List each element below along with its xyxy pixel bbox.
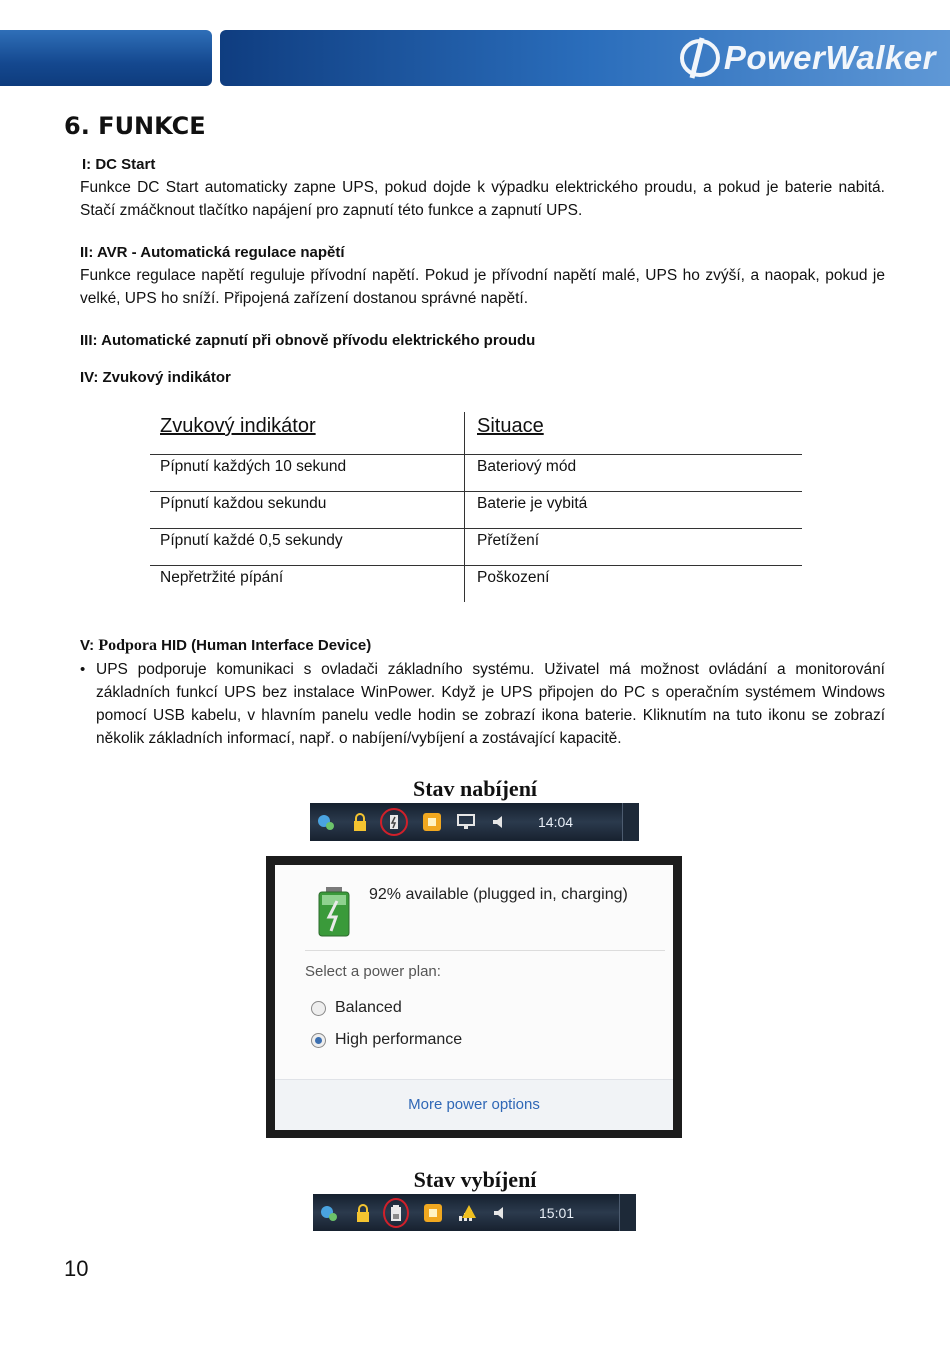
header-banner (0, 30, 950, 86)
dc-start-body: Funkce DC Start automaticky zapne UPS, pokud dojde k výpadku elektrického proudu, a pokud je baterie nabitá. Stačí zmáčknout tlačítko napájení pro zapnutí této funkce a zapnutí UPS. (80, 179, 885, 219)
page-number: 10 (64, 1256, 89, 1281)
app-tray-icon[interactable] (423, 1203, 443, 1223)
table-cell: Přetížení (477, 532, 540, 549)
lock-icon[interactable] (353, 1203, 373, 1223)
plan-option-balanced[interactable] (311, 999, 402, 1017)
table-cell: Pípnutí každé 0,5 sekundy (160, 532, 343, 549)
table-row-rule (150, 491, 802, 492)
table-cell: Pípnutí každou sekundu (160, 495, 327, 512)
volume-icon[interactable] (491, 1203, 511, 1223)
table-header-indicator: Zvukový indikátor (160, 415, 316, 437)
battery-charging-icon[interactable] (380, 808, 408, 836)
volume-icon[interactable] (490, 812, 510, 832)
logo-text: PowerWalker (723, 39, 936, 76)
battery-status-text: 92% available (plugged in, charging) (369, 886, 628, 903)
hid-heading-prefix: V: (80, 637, 99, 654)
popup-footer (275, 1079, 673, 1130)
network-icon[interactable] (316, 812, 336, 832)
battery-icon[interactable] (383, 1198, 409, 1228)
network-icon[interactable] (319, 1203, 339, 1223)
power-plan-label: Select a power plan: (305, 963, 441, 980)
header-right-bar (220, 30, 950, 86)
table-header-situation: Situace (477, 415, 544, 437)
plan-balanced-label: Balanced (335, 999, 402, 1016)
table-cell: Nepřetržité pípání (160, 569, 284, 586)
buzzer-heading: IV: Zvukový indikátor (80, 369, 231, 386)
hid-heading-rest: HID (Human Interface Device) (157, 637, 372, 654)
radio-high-performance[interactable] (311, 1033, 326, 1048)
table-cell: Baterie je vybitá (477, 495, 588, 512)
table-cell: Poškození (477, 569, 550, 586)
hid-bullet (80, 658, 885, 750)
show-desktop-button[interactable] (619, 1194, 636, 1231)
more-power-options-link[interactable]: More power options (408, 1096, 540, 1113)
hid-heading-serif: Podpora (98, 637, 158, 654)
radio-balanced[interactable] (311, 1001, 326, 1016)
popup-body (275, 865, 673, 1129)
bullet-icon: • (80, 661, 86, 678)
avr-heading: II: AVR - Automatická regulace napětí (80, 244, 345, 261)
power-status-popup (266, 856, 682, 1138)
taskbar-discharging (313, 1194, 636, 1231)
table-row-rule (150, 565, 802, 566)
lock-icon[interactable] (350, 812, 370, 832)
alarm-table (150, 412, 802, 602)
table-header-rule (150, 454, 802, 455)
app-tray-icon[interactable] (422, 812, 442, 832)
taskbar-charging (310, 803, 639, 841)
hid-heading (80, 637, 371, 655)
powerwalker-logo (678, 36, 936, 80)
avr-body: Funkce regulace napětí reguluje přívodní napětí. Pokud je přívodní napětí malé, UPS ho zvýší, a naopak, pokud je velké, UPS ho sníží. Připojená zařízení dostanou správné napětí. (80, 267, 885, 307)
popup-divider (305, 950, 665, 951)
monitor-icon[interactable] (456, 812, 476, 832)
table-cell: Bateriový mód (477, 458, 577, 475)
table-row-rule (150, 528, 802, 529)
clock-time[interactable]: 15:01 (539, 1204, 575, 1221)
signal-warning-icon[interactable] (457, 1203, 477, 1223)
charging-caption: Stav nabíjení (412, 776, 538, 801)
dc-start-heading: I: DC Start (82, 156, 156, 173)
auto-on-heading: III: Automatické zapnutí při obnově přívodu elektrického proudu (80, 332, 536, 349)
discharging-caption: Stav vybíjení (413, 1167, 537, 1192)
header-left-bar (0, 30, 212, 86)
section-title: 6. FUNKCE (64, 112, 206, 140)
clock-time[interactable]: 14:04 (538, 814, 574, 830)
table-cell: Pípnutí každých 10 sekund (160, 458, 347, 475)
plan-option-high-performance[interactable] (311, 1031, 462, 1049)
show-desktop-button[interactable] (622, 803, 639, 841)
table-column-divider (464, 412, 465, 602)
power-logo-icon (678, 36, 724, 80)
plan-high-performance-label: High performance (335, 1031, 463, 1048)
hid-bullet-text: UPS podporuje komunikaci s ovladači základního systému. Uživatel má možnost ovládání a monitorování základních funkcí UPS bez instalace WinPower. Když je UPS připojen do PC s operačním systémem Windows pomocí USB kabelu, v hlavním panelu vedle hodin se zobrazí ikona baterie. Kliknutím na tuto ikonu se zobrazí několik základních informací, např. o nabíjení/vybíjení a zostávající kapacitě. (96, 661, 885, 747)
battery-level-icon (317, 887, 351, 937)
